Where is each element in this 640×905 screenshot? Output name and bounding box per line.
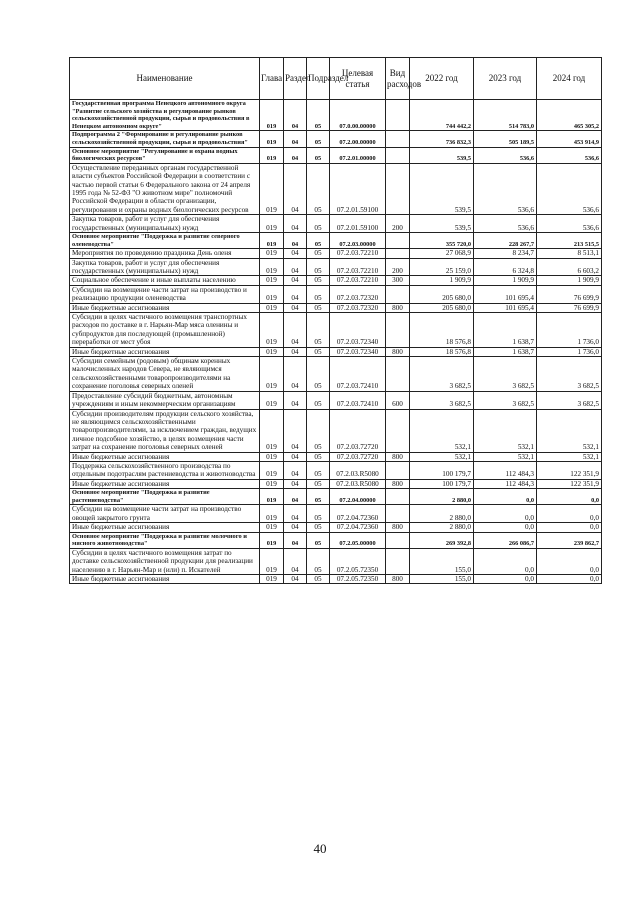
row-vid: 800 <box>386 523 410 532</box>
row-vid <box>386 548 410 574</box>
row-2022: 736 832,3 <box>410 131 474 147</box>
row-podrazdel: 05 <box>307 215 330 233</box>
row-2022: 532,1 <box>410 452 474 461</box>
row-2023: 266 086,7 <box>474 532 537 548</box>
row-glava: 019 <box>260 147 284 163</box>
row-name: Иные бюджетные ассигнования <box>70 303 260 312</box>
table-row <box>70 347 602 356</box>
row-glava: 019 <box>260 347 284 356</box>
row-razdel: 04 <box>284 313 307 348</box>
row-razdel: 04 <box>284 523 307 532</box>
row-name: Субсидии на возмещение части затрат на производство овощей закрытого грунта <box>70 505 260 523</box>
table-row <box>70 285 602 303</box>
table-row <box>70 131 602 147</box>
table-row <box>70 574 602 583</box>
row-name: Субсидии производителям продукции сельского хозяйства, не являющимся сельскохозяйственными товаропроизводителями, за исключением граждан, ведущих личное подсобное хозяйство, в целях возмещения части затрат на сохранение поголовья северных оленей <box>70 409 260 452</box>
row-razdel: 04 <box>284 409 307 452</box>
row-2022: 539,5 <box>410 163 474 214</box>
row-2022: 155,0 <box>410 548 474 574</box>
row-target: 07.2.01.59100 <box>330 215 386 233</box>
row-target: 07.2.03.72210 <box>330 258 386 276</box>
row-razdel: 04 <box>284 489 307 505</box>
row-vid <box>386 249 410 258</box>
table-row <box>70 100 602 131</box>
row-2023: 532,1 <box>474 452 537 461</box>
row-2024: 1 909,9 <box>537 276 602 285</box>
row-vid <box>386 409 410 452</box>
table-row <box>70 258 602 276</box>
header-glava: Глава <box>260 58 284 100</box>
row-2023: 505 189,5 <box>474 131 537 147</box>
row-podrazdel: 05 <box>307 489 330 505</box>
row-name: Закупка товаров, работ и услуг для обеспечения государственных (муниципальных) нужд <box>70 215 260 233</box>
row-glava: 019 <box>260 452 284 461</box>
row-2024: 536,6 <box>537 163 602 214</box>
row-target: 07.2.03.72410 <box>330 391 386 409</box>
row-vid <box>386 147 410 163</box>
row-2024: 536,6 <box>537 215 602 233</box>
row-podrazdel: 05 <box>307 276 330 285</box>
row-target: 07.2.04.72360 <box>330 523 386 532</box>
row-podrazdel: 05 <box>307 357 330 392</box>
row-2022: 532,1 <box>410 409 474 452</box>
row-razdel: 04 <box>284 452 307 461</box>
row-vid <box>386 489 410 505</box>
row-2022: 2 880,0 <box>410 489 474 505</box>
table-row <box>70 452 602 461</box>
row-target: 07.2.03.R5080 <box>330 461 386 479</box>
row-2024: 1 736,0 <box>537 313 602 348</box>
row-2024: 532,1 <box>537 409 602 452</box>
header-target: Целевая статья <box>330 58 386 100</box>
budget-table <box>69 57 602 584</box>
row-glava: 019 <box>260 233 284 249</box>
row-target: 07.2.05.00000 <box>330 532 386 548</box>
row-2024: 0,0 <box>537 489 602 505</box>
row-razdel: 04 <box>284 479 307 488</box>
row-target: 07.2.03.72720 <box>330 409 386 452</box>
row-glava: 019 <box>260 303 284 312</box>
row-2023: 0,0 <box>474 574 537 583</box>
row-vid: 800 <box>386 574 410 583</box>
row-razdel: 04 <box>284 285 307 303</box>
row-podrazdel: 05 <box>307 548 330 574</box>
table-row <box>70 147 602 163</box>
table-row <box>70 505 602 523</box>
row-2023: 536,6 <box>474 215 537 233</box>
table-row <box>70 357 602 392</box>
row-2023: 514 783,0 <box>474 100 537 131</box>
row-glava: 019 <box>260 505 284 523</box>
row-vid <box>386 100 410 131</box>
row-2024: 0,0 <box>537 574 602 583</box>
row-glava: 019 <box>260 249 284 258</box>
row-podrazdel: 05 <box>307 258 330 276</box>
table-row <box>70 461 602 479</box>
row-target: 07.2.03.72340 <box>330 313 386 348</box>
row-podrazdel: 05 <box>307 461 330 479</box>
table-body <box>70 100 602 584</box>
row-2024: 76 699,9 <box>537 303 602 312</box>
row-2024: 0,0 <box>537 505 602 523</box>
row-name: Иные бюджетные ассигнования <box>70 347 260 356</box>
row-target: 07.2.03.72410 <box>330 357 386 392</box>
row-razdel: 04 <box>284 574 307 583</box>
row-2022: 18 576,8 <box>410 347 474 356</box>
row-glava: 019 <box>260 131 284 147</box>
row-vid <box>386 233 410 249</box>
row-razdel: 04 <box>284 303 307 312</box>
header-name: Наименование <box>70 58 260 100</box>
row-2022: 3 682,5 <box>410 357 474 392</box>
row-2022: 100 179,7 <box>410 479 474 488</box>
row-2023: 0,0 <box>474 505 537 523</box>
row-vid <box>386 163 410 214</box>
row-razdel: 04 <box>284 258 307 276</box>
row-2023: 101 695,4 <box>474 303 537 312</box>
row-2024: 213 515,5 <box>537 233 602 249</box>
page-number: 40 <box>313 841 327 856</box>
row-2022: 3 682,5 <box>410 391 474 409</box>
row-2022: 18 576,8 <box>410 313 474 348</box>
row-podrazdel: 05 <box>307 479 330 488</box>
row-podrazdel: 05 <box>307 391 330 409</box>
row-name: Основное мероприятие "Поддержка и развитие северного оленеводства" <box>70 233 260 249</box>
row-razdel: 04 <box>284 276 307 285</box>
row-name: Иные бюджетные ассигнования <box>70 452 260 461</box>
table-row <box>70 391 602 409</box>
row-name: Основное мероприятие "Поддержка и развитие молочного и мясного животноводства" <box>70 532 260 548</box>
row-target: 07.2.01.59100 <box>330 163 386 214</box>
row-2024: 532,1 <box>537 452 602 461</box>
row-2023: 536,6 <box>474 147 537 163</box>
row-razdel: 04 <box>284 147 307 163</box>
table-row <box>70 233 602 249</box>
row-2024: 3 682,5 <box>537 391 602 409</box>
row-2022: 205 680,0 <box>410 303 474 312</box>
row-glava: 019 <box>260 548 284 574</box>
row-target: 07.2.03.00000 <box>330 233 386 249</box>
row-glava: 019 <box>260 574 284 583</box>
row-glava: 019 <box>260 391 284 409</box>
row-name: Поддержка сельскохозяйственного производства по отдельным подотраслям растениеводства и животноводства <box>70 461 260 479</box>
row-vid: 600 <box>386 391 410 409</box>
row-2023: 3 682,5 <box>474 391 537 409</box>
row-2024: 465 305,2 <box>537 100 602 131</box>
row-vid: 800 <box>386 303 410 312</box>
row-target: 07.2.01.00000 <box>330 147 386 163</box>
header-vid: Вид расходов <box>386 58 410 100</box>
row-glava: 019 <box>260 258 284 276</box>
row-podrazdel: 05 <box>307 452 330 461</box>
row-2024: 122 351,9 <box>537 461 602 479</box>
row-name: Основное мероприятие "Поддержка и развитие растениеводства" <box>70 489 260 505</box>
table-row <box>70 532 602 548</box>
row-2024: 6 603,2 <box>537 258 602 276</box>
row-vid <box>386 461 410 479</box>
table-row <box>70 489 602 505</box>
row-name: Субсидии семейным (родовым) общинам коренных малочисленных народов Севера, не являющимся сельскохозяйственными товаропроизводителями на сохранение поголовья северных оленей <box>70 357 260 392</box>
row-2023: 6 324,8 <box>474 258 537 276</box>
row-2022: 2 880,0 <box>410 505 474 523</box>
header-podrazdel: Подраздел <box>307 58 330 100</box>
row-glava: 019 <box>260 357 284 392</box>
row-name: Государственная программа Ненецкого автономного округа "Развитие сельского хозяйства и регулирование рынков сельскохозяйственной продукции, сырья и продовольствия в Ненецком автономном округе" <box>70 100 260 131</box>
row-2023: 1 909,9 <box>474 276 537 285</box>
row-2023: 536,6 <box>474 163 537 214</box>
row-2022: 355 720,0 <box>410 233 474 249</box>
row-target: 07.2.03.72210 <box>330 249 386 258</box>
row-target: 07.2.03.72320 <box>330 285 386 303</box>
row-razdel: 04 <box>284 131 307 147</box>
row-podrazdel: 05 <box>307 100 330 131</box>
row-glava: 019 <box>260 100 284 131</box>
row-razdel: 04 <box>284 357 307 392</box>
row-target: 07.2.03.72210 <box>330 276 386 285</box>
row-vid: 800 <box>386 452 410 461</box>
row-2022: 2 880,0 <box>410 523 474 532</box>
row-target: 07.2.00.00000 <box>330 131 386 147</box>
row-podrazdel: 05 <box>307 574 330 583</box>
row-vid <box>386 285 410 303</box>
table-row <box>70 249 602 258</box>
row-vid <box>386 505 410 523</box>
row-vid: 800 <box>386 347 410 356</box>
row-2024: 0,0 <box>537 548 602 574</box>
row-2023: 8 234,7 <box>474 249 537 258</box>
row-glava: 019 <box>260 409 284 452</box>
row-vid: 300 <box>386 276 410 285</box>
row-razdel: 04 <box>284 532 307 548</box>
row-2024: 122 351,9 <box>537 479 602 488</box>
table-row <box>70 303 602 312</box>
row-2022: 744 442,2 <box>410 100 474 131</box>
row-razdel: 04 <box>284 100 307 131</box>
row-podrazdel: 05 <box>307 505 330 523</box>
row-glava: 019 <box>260 523 284 532</box>
row-podrazdel: 05 <box>307 313 330 348</box>
row-glava: 019 <box>260 532 284 548</box>
row-2022: 100 179,7 <box>410 461 474 479</box>
row-razdel: 04 <box>284 233 307 249</box>
row-target: 07.2.05.72350 <box>330 574 386 583</box>
row-2022: 155,0 <box>410 574 474 583</box>
row-name: Субсидии в целях частичного возмещения затрат по доставке сельскохозяйственной продукции для реализации населению в г. Нарьян-Мар и (или) п. Искателей <box>70 548 260 574</box>
row-razdel: 04 <box>284 461 307 479</box>
row-name: Иные бюджетные ассигнования <box>70 479 260 488</box>
row-2023: 112 484,3 <box>474 461 537 479</box>
row-podrazdel: 05 <box>307 532 330 548</box>
table-header-row <box>70 58 602 100</box>
row-glava: 019 <box>260 461 284 479</box>
row-razdel: 04 <box>284 163 307 214</box>
row-2022: 25 159,0 <box>410 258 474 276</box>
row-2023: 3 682,5 <box>474 357 537 392</box>
row-2024: 1 736,0 <box>537 347 602 356</box>
row-glava: 019 <box>260 479 284 488</box>
row-target: 07.2.03.72720 <box>330 452 386 461</box>
row-vid: 800 <box>386 479 410 488</box>
row-target: 07.2.04.72360 <box>330 505 386 523</box>
row-glava: 019 <box>260 163 284 214</box>
row-podrazdel: 05 <box>307 303 330 312</box>
table-row <box>70 479 602 488</box>
row-target: 07.0.00.00000 <box>330 100 386 131</box>
row-2023: 1 638,7 <box>474 313 537 348</box>
row-vid <box>386 131 410 147</box>
row-name: Иные бюджетные ассигнования <box>70 574 260 583</box>
row-2023: 101 695,4 <box>474 285 537 303</box>
row-2023: 228 267,7 <box>474 233 537 249</box>
table-row <box>70 409 602 452</box>
row-2023: 1 638,7 <box>474 347 537 356</box>
row-name: Закупка товаров, работ и услуг для обеспечения государственных (муниципальных) нужд <box>70 258 260 276</box>
row-name: Социальное обеспечение и иные выплаты населению <box>70 276 260 285</box>
row-target: 07.2.03.72320 <box>330 303 386 312</box>
row-glava: 019 <box>260 313 284 348</box>
table-row <box>70 215 602 233</box>
row-target: 07.2.05.72350 <box>330 548 386 574</box>
row-2024: 536,6 <box>537 147 602 163</box>
row-name: Основное мероприятие "Регулирование и охрана водных биологических ресурсов" <box>70 147 260 163</box>
row-podrazdel: 05 <box>307 163 330 214</box>
row-podrazdel: 05 <box>307 249 330 258</box>
header-2023: 2023 год <box>474 58 537 100</box>
row-2023: 0,0 <box>474 548 537 574</box>
row-2022: 205 680,0 <box>410 285 474 303</box>
table-row <box>70 548 602 574</box>
row-podrazdel: 05 <box>307 523 330 532</box>
row-2023: 112 484,3 <box>474 479 537 488</box>
row-podrazdel: 05 <box>307 285 330 303</box>
table-row <box>70 523 602 532</box>
row-2024: 453 914,9 <box>537 131 602 147</box>
row-podrazdel: 05 <box>307 147 330 163</box>
row-vid: 200 <box>386 258 410 276</box>
row-name: Предоставление субсидий бюджетным, автономным учреждениям и иным некоммерческим организациям <box>70 391 260 409</box>
row-name: Субсидии на возмещение части затрат на производство и реализацию продукции оленеводства <box>70 285 260 303</box>
row-target: 07.2.03.R5080 <box>330 479 386 488</box>
row-podrazdel: 05 <box>307 347 330 356</box>
table-row <box>70 163 602 214</box>
row-podrazdel: 05 <box>307 233 330 249</box>
row-target: 07.2.03.72340 <box>330 347 386 356</box>
row-glava: 019 <box>260 489 284 505</box>
row-vid <box>386 313 410 348</box>
header-2022: 2022 год <box>410 58 474 100</box>
table-row <box>70 313 602 348</box>
row-2023: 532,1 <box>474 409 537 452</box>
header-razdel: Раздел <box>284 58 307 100</box>
row-vid: 200 <box>386 215 410 233</box>
table-row <box>70 276 602 285</box>
row-razdel: 04 <box>284 391 307 409</box>
row-2022: 269 392,8 <box>410 532 474 548</box>
row-2022: 1 909,9 <box>410 276 474 285</box>
row-vid <box>386 532 410 548</box>
row-glava: 019 <box>260 285 284 303</box>
row-2024: 8 513,1 <box>537 249 602 258</box>
row-2024: 239 862,7 <box>537 532 602 548</box>
row-2024: 0,0 <box>537 523 602 532</box>
row-razdel: 04 <box>284 548 307 574</box>
row-name: Мероприятия по проведению праздника День оленя <box>70 249 260 258</box>
row-2022: 539,5 <box>410 147 474 163</box>
row-glava: 019 <box>260 215 284 233</box>
row-name: Иные бюджетные ассигнования <box>70 523 260 532</box>
row-podrazdel: 05 <box>307 131 330 147</box>
row-2024: 76 699,9 <box>537 285 602 303</box>
row-vid <box>386 357 410 392</box>
row-name: Подпрограмма 2 "Формирование и регулирование рынков сельскохозяйственной продукции, сырья и продовольствия" <box>70 131 260 147</box>
row-podrazdel: 05 <box>307 409 330 452</box>
row-2022: 539,5 <box>410 215 474 233</box>
header-2024: 2024 год <box>537 58 602 100</box>
row-razdel: 04 <box>284 249 307 258</box>
row-2022: 27 068,9 <box>410 249 474 258</box>
row-2023: 0,0 <box>474 489 537 505</box>
row-glava: 019 <box>260 276 284 285</box>
row-razdel: 04 <box>284 215 307 233</box>
row-2024: 3 682,5 <box>537 357 602 392</box>
row-razdel: 04 <box>284 347 307 356</box>
row-name: Субсидии в целях частичного возмещения транспортных расходов по доставке в г. Нарьян-Мар мяса оленины и субпродуктов для последующей (промышленной) переработки от мест убоя <box>70 313 260 348</box>
row-target: 07.2.04.00000 <box>330 489 386 505</box>
row-name: Осуществление переданных органам государственной власти субъектов Российской Федерации в соответствии с частью первой статьи 6 Федерального закона от 24 апреля 1995 года № 52-ФЗ "О животном мире" полномочий Российской Федерации в области организации, регулирования и охраны водных биологических ресурсов <box>70 163 260 214</box>
row-2023: 0,0 <box>474 523 537 532</box>
row-razdel: 04 <box>284 505 307 523</box>
